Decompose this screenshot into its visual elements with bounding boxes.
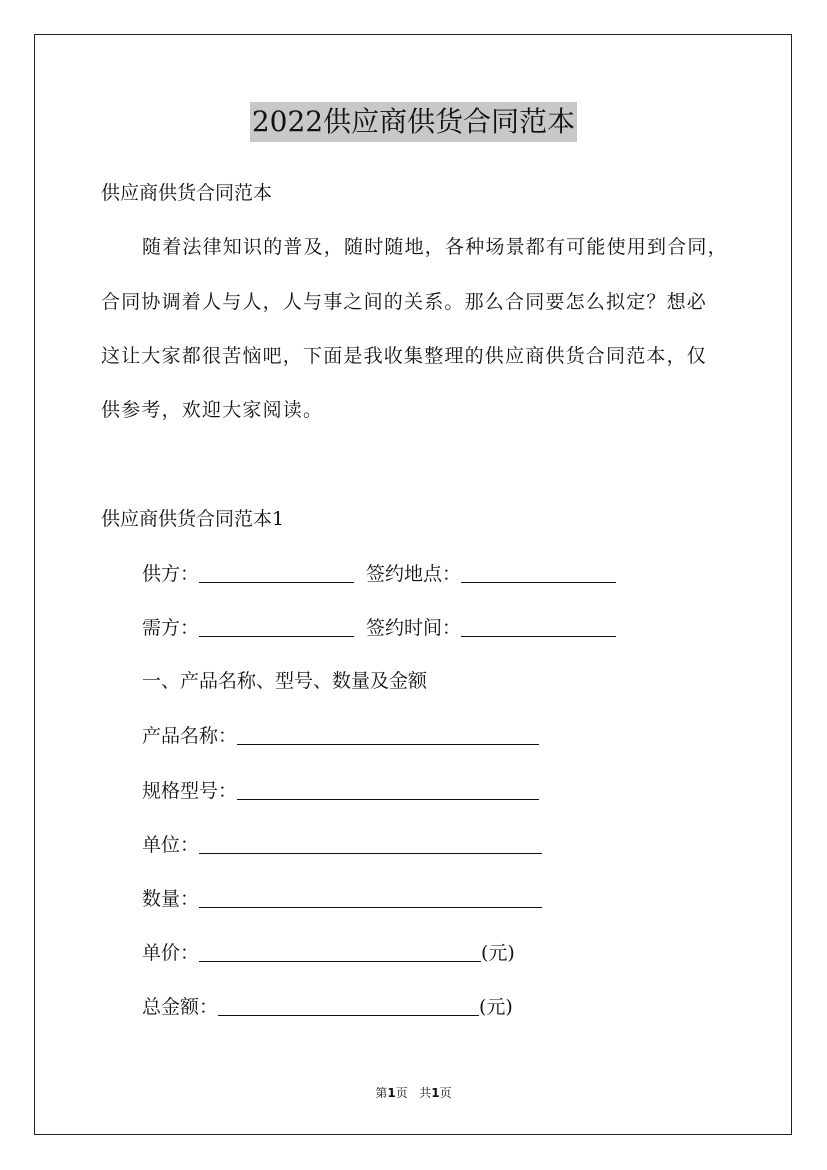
supplier-blank[interactable]: [199, 564, 354, 583]
document-subtitle: 供应商供货合同范本: [101, 182, 273, 204]
buyer-label: 需方：: [142, 617, 200, 639]
unit-price-blank[interactable]: [199, 943, 481, 962]
total-row: [142, 994, 513, 1020]
sign-time-blank[interactable]: [461, 618, 616, 637]
unit-row: [142, 832, 542, 858]
document-title: 2022供应商供货合同范本: [250, 102, 577, 142]
unit-label: 单位：: [142, 834, 200, 856]
intro-paragraph-line-1: 随着法律知识的普及，随时随地，各种场景都有可能使用到合同，: [142, 236, 728, 258]
unit-blank[interactable]: [199, 835, 542, 854]
sign-time-label: 签约时间：: [366, 617, 462, 639]
quantity-label: 数量：: [142, 888, 200, 910]
unit-price-suffix: (元): [481, 942, 515, 964]
page-suffix: 页: [395, 1086, 408, 1100]
total-pages: 1: [431, 1086, 440, 1100]
sign-place-label: 签约地点：: [366, 563, 462, 585]
quantity-row: [142, 886, 542, 912]
product-name-row: [142, 723, 539, 749]
total-suffix-text: 页: [439, 1086, 452, 1100]
unit-price-row: [142, 940, 515, 966]
page-prefix: 第: [375, 1086, 388, 1100]
total-suffix: (元): [479, 996, 513, 1018]
page-number: 1: [387, 1086, 396, 1100]
supplier-label: 供方：: [142, 563, 200, 585]
page-footer: [0, 1085, 827, 1101]
product-name-blank[interactable]: [237, 726, 539, 745]
section-title: 供应商供货合同范本1: [101, 508, 285, 530]
total-blank[interactable]: [218, 997, 479, 1016]
unit-price-label: 单价：: [142, 942, 200, 964]
total-label: 总金额：: [142, 996, 219, 1018]
clause-heading-1: 一、产品名称、型号、数量及金额: [142, 670, 428, 692]
product-name-label: 产品名称：: [142, 725, 238, 747]
spec-blank[interactable]: [237, 781, 539, 800]
sign-place-blank[interactable]: [461, 564, 616, 583]
supplier-row: [142, 561, 616, 587]
intro-paragraph-line-3: 这让大家都很苦恼吧，下面是我收集整理的供应商供货合同范本，仅: [101, 345, 708, 367]
intro-paragraph-line-4: 供参考，欢迎大家阅读。: [101, 399, 324, 421]
title-container: [0, 102, 827, 142]
intro-paragraph-line-2: 合同协调着人与人，人与事之间的关系。那么合同要怎么拟定？想必: [101, 291, 708, 313]
spec-label: 规格型号：: [142, 780, 238, 802]
total-prefix: 共: [419, 1086, 432, 1100]
buyer-row: [142, 615, 616, 641]
quantity-blank[interactable]: [199, 889, 542, 908]
spec-row: [142, 778, 539, 804]
buyer-blank[interactable]: [199, 618, 354, 637]
